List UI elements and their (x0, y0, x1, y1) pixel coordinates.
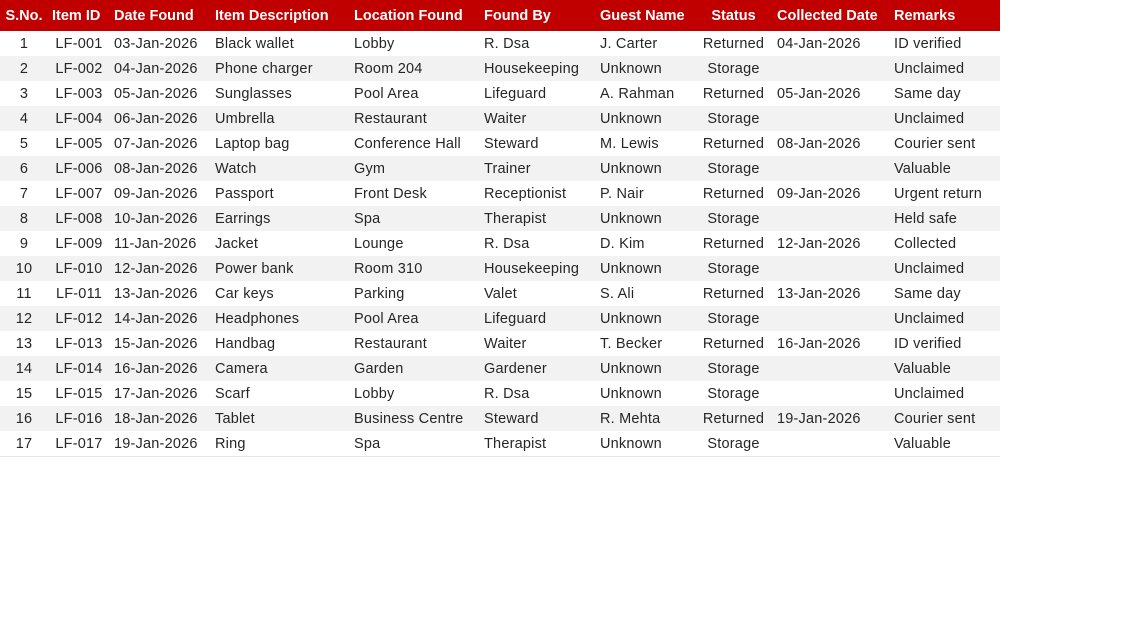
cell-date-found[interactable]: 10-Jan-2026 (110, 206, 211, 231)
cell-remarks[interactable]: Unclaimed (890, 56, 1000, 81)
cell-collected-date[interactable] (773, 56, 890, 81)
cell-item-id[interactable]: LF-011 (55, 285, 103, 302)
cell-collected-date[interactable]: 16-Jan-2026 (777, 335, 861, 352)
table-body (0, 31, 1000, 457)
cell-guest-name[interactable]: R. Mehta (596, 406, 694, 431)
cell-remarks[interactable]: Courier sent (890, 406, 1000, 431)
cell-location-found[interactable]: Gym (350, 156, 480, 181)
cell-collected-date[interactable] (773, 106, 890, 131)
cell-sno[interactable]: 3 (19, 85, 29, 102)
cell-item-id[interactable]: LF-004 (48, 106, 110, 131)
cell-item-description[interactable]: Headphones (211, 306, 350, 331)
cell-location-found[interactable]: Parking (354, 285, 405, 302)
cell-found-by[interactable]: Waiter (480, 106, 596, 131)
cell-location-found[interactable]: Front Desk (354, 185, 427, 202)
cell-location-found[interactable]: Pool Area (350, 306, 480, 331)
cell-sno[interactable]: 6 (0, 156, 48, 181)
cell-status[interactable]: Storage (694, 306, 773, 331)
header-sno[interactable]: S.No. (0, 0, 48, 31)
cell-collected-date[interactable]: 12-Jan-2026 (777, 235, 861, 252)
cell-status[interactable]: Returned (702, 35, 765, 52)
table-row[interactable] (0, 306, 1000, 331)
cell-guest-name[interactable]: S. Ali (600, 285, 635, 302)
cell-collected-date[interactable] (773, 256, 890, 281)
cell-item-id[interactable]: LF-009 (55, 235, 103, 252)
cell-found-by[interactable]: Trainer (480, 156, 596, 181)
cell-item-description[interactable]: Umbrella (211, 106, 350, 131)
cell-status[interactable]: Returned (702, 135, 765, 152)
cell-location-found[interactable]: Restaurant (350, 106, 480, 131)
cell-status[interactable]: Returned (702, 335, 765, 352)
header-date-found[interactable]: Date Found (110, 0, 211, 31)
cell-location-found[interactable]: Lobby (354, 385, 395, 402)
cell-found-by[interactable]: Housekeeping (480, 56, 596, 81)
cell-remarks[interactable]: Held safe (890, 206, 1000, 231)
cell-item-id[interactable]: LF-007 (55, 185, 103, 202)
cell-sno[interactable]: 8 (0, 206, 48, 231)
cell-item-description[interactable]: Phone charger (211, 56, 350, 81)
cell-found-by[interactable]: R. Dsa (484, 235, 530, 252)
cell-sno[interactable]: 12 (0, 306, 48, 331)
cell-item-id[interactable]: LF-012 (48, 306, 110, 331)
cell-item-description[interactable]: Scarf (215, 385, 250, 402)
cell-guest-name[interactable]: Unknown (596, 206, 694, 231)
cell-location-found[interactable]: Garden (350, 356, 480, 381)
cell-status[interactable]: Storage (694, 206, 773, 231)
cell-sno[interactable]: 17 (0, 431, 48, 457)
cell-remarks[interactable]: Unclaimed (894, 385, 965, 402)
cell-sno[interactable]: 5 (19, 135, 29, 152)
cell-date-found[interactable]: 06-Jan-2026 (110, 106, 211, 131)
cell-item-description[interactable]: Car keys (215, 285, 274, 302)
cell-found-by[interactable]: Valet (484, 285, 517, 302)
table-row[interactable] (0, 431, 1000, 457)
cell-status[interactable]: Storage (694, 56, 773, 81)
cell-sno[interactable]: 14 (0, 356, 48, 381)
cell-status[interactable]: Storage (694, 356, 773, 381)
cell-guest-name[interactable]: Unknown (600, 385, 662, 402)
header-item-id[interactable]: Item ID (48, 0, 110, 31)
header-location-found[interactable]: Location Found (350, 0, 480, 31)
cell-status[interactable]: Returned (702, 85, 765, 102)
table-row[interactable] (0, 256, 1000, 281)
table-row[interactable] (0, 106, 1000, 131)
cell-collected-date[interactable]: 09-Jan-2026 (777, 185, 861, 202)
cell-remarks[interactable]: ID verified (894, 335, 962, 352)
cell-guest-name[interactable]: Unknown (596, 356, 694, 381)
cell-sno[interactable]: 9 (19, 235, 29, 252)
cell-collected-date[interactable]: 05-Jan-2026 (777, 85, 861, 102)
cell-guest-name[interactable]: J. Carter (600, 35, 658, 52)
cell-remarks[interactable]: Valuable (890, 356, 1000, 381)
cell-date-found[interactable]: 03-Jan-2026 (114, 35, 198, 52)
cell-date-found[interactable]: 09-Jan-2026 (114, 185, 198, 202)
cell-collected-date[interactable]: 13-Jan-2026 (777, 285, 861, 302)
cell-item-description[interactable]: Tablet (211, 406, 350, 431)
cell-item-description[interactable]: Sunglasses (215, 85, 292, 102)
cell-found-by[interactable]: Gardener (480, 356, 596, 381)
cell-status[interactable]: Returned (702, 185, 765, 202)
table-row[interactable] (0, 156, 1000, 181)
cell-date-found[interactable]: 12-Jan-2026 (110, 256, 211, 281)
cell-found-by[interactable]: Steward (484, 135, 539, 152)
table-row[interactable] (0, 181, 1000, 206)
table-row[interactable] (0, 281, 1000, 306)
header-collected-date[interactable]: Collected Date (773, 0, 890, 31)
cell-found-by[interactable]: Therapist (480, 206, 596, 231)
cell-sno[interactable]: 16 (0, 406, 48, 431)
cell-guest-name[interactable]: T. Becker (600, 335, 663, 352)
cell-collected-date[interactable]: 08-Jan-2026 (777, 135, 861, 152)
cell-date-found[interactable]: 18-Jan-2026 (110, 406, 211, 431)
cell-sno[interactable]: 10 (0, 256, 48, 281)
table-row[interactable] (0, 81, 1000, 106)
cell-item-description[interactable]: Jacket (215, 235, 259, 252)
cell-remarks[interactable]: Collected (894, 235, 957, 252)
cell-date-found[interactable]: 14-Jan-2026 (110, 306, 211, 331)
cell-collected-date[interactable] (773, 356, 890, 381)
cell-date-found[interactable]: 11-Jan-2026 (114, 235, 197, 252)
cell-remarks[interactable]: Same day (894, 85, 961, 102)
cell-status[interactable]: Returned (702, 285, 765, 302)
cell-item-id[interactable]: LF-006 (48, 156, 110, 181)
header-found-by[interactable]: Found By (480, 0, 596, 31)
cell-location-found[interactable]: Restaurant (354, 335, 427, 352)
cell-item-id[interactable]: LF-016 (48, 406, 110, 431)
cell-item-id[interactable]: LF-014 (48, 356, 110, 381)
cell-collected-date[interactable]: 19-Jan-2026 (773, 406, 890, 431)
cell-remarks[interactable]: ID verified (894, 35, 962, 52)
cell-location-found[interactable]: Pool Area (354, 85, 419, 102)
cell-location-found[interactable]: Conference Hall (354, 135, 461, 152)
cell-remarks[interactable]: Valuable (890, 431, 1000, 457)
cell-status[interactable]: Storage (694, 156, 773, 181)
table-row[interactable] (0, 31, 1000, 56)
cell-found-by[interactable]: Receptionist (484, 185, 567, 202)
cell-sno[interactable]: 4 (0, 106, 48, 131)
table-row[interactable] (0, 356, 1000, 381)
cell-location-found[interactable]: Room 310 (350, 256, 480, 281)
cell-date-found[interactable]: 04-Jan-2026 (110, 56, 211, 81)
table-row[interactable] (0, 56, 1000, 81)
cell-item-id[interactable]: LF-002 (48, 56, 110, 81)
cell-guest-name[interactable]: Unknown (596, 106, 694, 131)
cell-guest-name[interactable]: Unknown (596, 256, 694, 281)
cell-collected-date[interactable]: 04-Jan-2026 (777, 35, 861, 52)
cell-remarks[interactable]: Same day (894, 285, 961, 302)
header-item-description[interactable]: Item Description (211, 0, 350, 31)
cell-guest-name[interactable]: A. Rahman (600, 85, 675, 102)
header-remarks[interactable]: Remarks (890, 0, 1000, 31)
cell-sno[interactable]: 15 (15, 385, 33, 402)
cell-item-description[interactable]: Earrings (211, 206, 350, 231)
cell-found-by[interactable]: R. Dsa (484, 35, 530, 52)
table-row[interactable] (0, 231, 1000, 256)
cell-guest-name[interactable]: P. Nair (600, 185, 644, 202)
cell-location-found[interactable]: Spa (350, 431, 480, 457)
cell-remarks[interactable]: Courier sent (894, 135, 976, 152)
table-row[interactable] (0, 381, 1000, 406)
cell-date-found[interactable]: 16-Jan-2026 (110, 356, 211, 381)
cell-found-by[interactable]: Lifeguard (480, 306, 596, 331)
cell-remarks[interactable]: Urgent return (894, 185, 983, 202)
cell-remarks[interactable]: Unclaimed (890, 106, 1000, 131)
cell-item-description[interactable]: Passport (215, 185, 274, 202)
cell-guest-name[interactable]: Unknown (596, 306, 694, 331)
table-row[interactable] (0, 206, 1000, 231)
cell-status[interactable]: Storage (694, 256, 773, 281)
cell-sno[interactable]: 13 (15, 335, 33, 352)
header-row (0, 0, 1000, 31)
cell-status[interactable]: Returned (694, 406, 773, 431)
cell-status[interactable]: Returned (702, 235, 765, 252)
cell-location-found[interactable]: Business Centre (350, 406, 480, 431)
cell-found-by[interactable]: Waiter (484, 335, 527, 352)
cell-sno[interactable]: 2 (0, 56, 48, 81)
cell-guest-name[interactable]: M. Lewis (600, 135, 659, 152)
cell-item-id[interactable]: LF-017 (48, 431, 110, 457)
cell-remarks[interactable]: Unclaimed (890, 306, 1000, 331)
cell-location-found[interactable]: Lounge (354, 235, 404, 252)
cell-collected-date[interactable] (773, 156, 890, 181)
cell-guest-name[interactable]: Unknown (596, 56, 694, 81)
cell-item-description[interactable]: Black wallet (215, 35, 294, 52)
cell-found-by[interactable]: Steward (480, 406, 596, 431)
cell-sno[interactable]: 11 (16, 285, 32, 302)
table-row[interactable] (0, 131, 1000, 156)
cell-date-found[interactable]: 08-Jan-2026 (110, 156, 211, 181)
cell-found-by[interactable]: R. Dsa (484, 385, 530, 402)
cell-location-found[interactable]: Lobby (354, 35, 395, 52)
cell-sno[interactable]: 1 (19, 35, 29, 52)
cell-item-id[interactable]: LF-015 (55, 385, 103, 402)
cell-collected-date[interactable] (773, 206, 890, 231)
cell-guest-name[interactable]: D. Kim (600, 235, 645, 252)
cell-location-found[interactable]: Spa (350, 206, 480, 231)
cell-status[interactable]: Storage (694, 431, 773, 457)
table-row[interactable] (0, 406, 1000, 431)
cell-found-by[interactable]: Lifeguard (484, 85, 547, 102)
cell-item-id[interactable]: LF-005 (55, 135, 103, 152)
cell-item-description[interactable]: Ring (211, 431, 350, 457)
cell-remarks[interactable]: Unclaimed (890, 256, 1000, 281)
cell-collected-date[interactable] (773, 381, 890, 406)
cell-found-by[interactable]: Therapist (480, 431, 596, 457)
cell-date-found[interactable]: 19-Jan-2026 (110, 431, 211, 457)
cell-status[interactable]: Storage (707, 385, 760, 402)
cell-date-found[interactable]: 05-Jan-2026 (114, 85, 198, 102)
cell-remarks[interactable]: Valuable (890, 156, 1000, 181)
cell-guest-name[interactable]: Unknown (596, 431, 694, 457)
cell-item-id[interactable]: LF-008 (48, 206, 110, 231)
header-guest-name[interactable]: Guest Name (596, 0, 694, 31)
cell-date-found[interactable]: 17-Jan-2026 (114, 385, 198, 402)
cell-item-description[interactable]: Watch (211, 156, 350, 181)
cell-date-found[interactable]: 07-Jan-2026 (114, 135, 198, 152)
cell-date-found[interactable]: 13-Jan-2026 (114, 285, 198, 302)
cell-item-description[interactable]: Power bank (211, 256, 350, 281)
cell-date-found[interactable]: 15-Jan-2026 (114, 335, 198, 352)
cell-sno[interactable]: 7 (19, 185, 29, 202)
table-header (0, 0, 1000, 31)
cell-item-id[interactable]: LF-001 (55, 35, 103, 52)
cell-item-id[interactable]: LF-010 (48, 256, 110, 281)
cell-found-by[interactable]: Housekeeping (480, 256, 596, 281)
cell-guest-name[interactable]: Unknown (596, 156, 694, 181)
cell-status[interactable]: Storage (694, 106, 773, 131)
table-row[interactable] (0, 331, 1000, 356)
header-status[interactable]: Status (694, 0, 773, 31)
cell-item-description[interactable]: Camera (211, 356, 350, 381)
cell-collected-date[interactable] (773, 306, 890, 331)
cell-item-id[interactable]: LF-003 (55, 85, 103, 102)
cell-collected-date[interactable] (773, 431, 890, 457)
cell-item-description[interactable]: Laptop bag (215, 135, 290, 152)
cell-item-id[interactable]: LF-013 (55, 335, 103, 352)
cell-location-found[interactable]: Room 204 (350, 56, 480, 81)
cell-item-description[interactable]: Handbag (215, 335, 276, 352)
